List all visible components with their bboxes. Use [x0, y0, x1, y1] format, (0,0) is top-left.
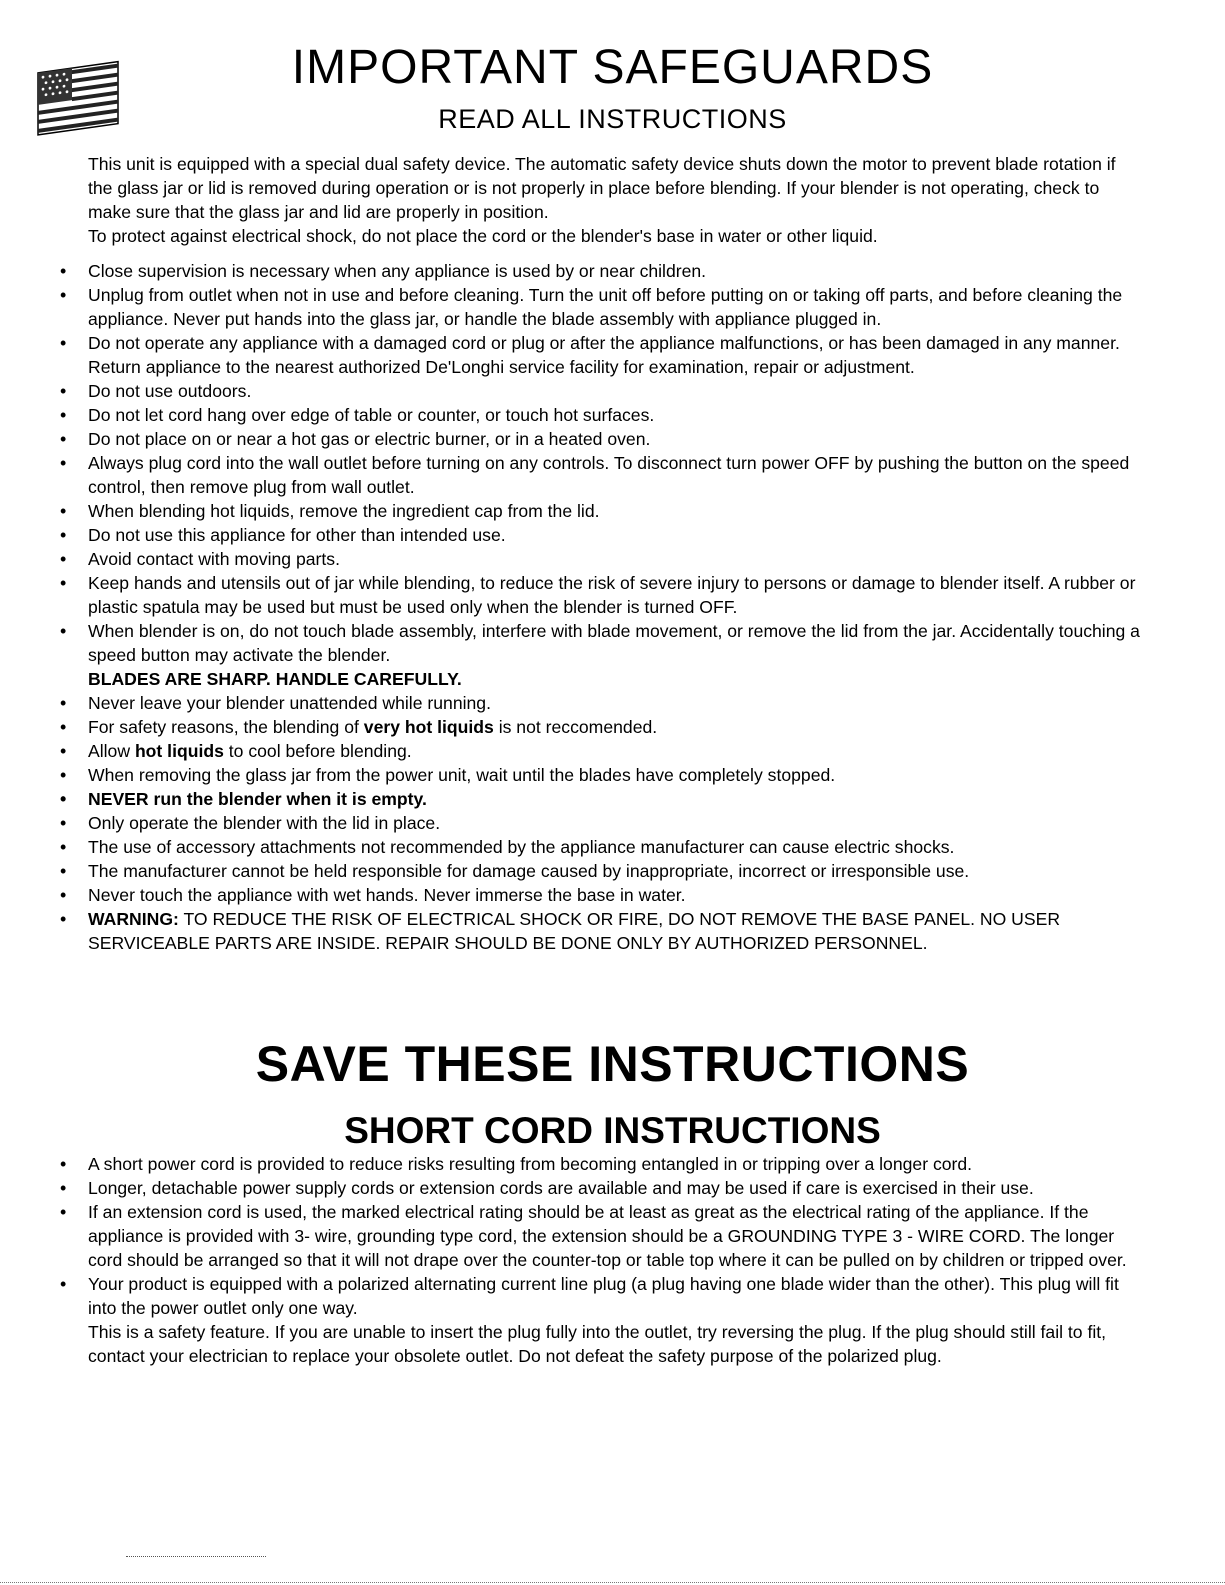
- list-item: • The manufacturer cannot be held responsible for damage caused by inappropriate, incorrect or irresponsible use.: [60, 859, 1140, 883]
- list-item: [60, 715, 1140, 739]
- list-item-text: Allow: [88, 741, 135, 761]
- list-item: • If an extension cord is used, the marked electrical rating should be at least as great as the electrical rating of the appliance. If the appliance is provided with 3- wire, grounding type cord, the extension should be a GROUNDING TYPE 3 - WIRE CORD. The longer cord should be arranged so that it will not drape over the counter-top or table top where it can be pulled on by children or tripped over.: [60, 1200, 1140, 1272]
- warning-text: TO REDUCE THE RISK OF ELECTRICAL SHOCK OR FIRE, DO NOT REMOVE THE BASE PANEL. NO USER SERVICEABLE PARTS ARE INSIDE. REPAIR SHOULD BE DONE ONLY BY AUTHORIZED PERSONNEL.: [88, 909, 1061, 953]
- list-item: • Do not use outdoors.: [60, 379, 1140, 403]
- page-subtitle: READ ALL INSTRUCTIONS: [438, 104, 787, 134]
- page-bottom-rule: [0, 1582, 1225, 1583]
- list-item-text: is not reccomended.: [493, 717, 658, 737]
- list-item: [60, 619, 1140, 691]
- list-item: • Do not use this appliance for other than intended use.: [60, 523, 1140, 547]
- list-item-text: For safety reasons, the blending of: [88, 717, 364, 737]
- page-title: IMPORTANT SAFEGUARDS: [291, 41, 934, 94]
- list-item: • NEVER run the blender when it is empty.: [60, 787, 1140, 811]
- safeguards-list: [60, 259, 1140, 955]
- list-item: • Close supervision is necessary when any appliance is used by or near children.: [60, 259, 1140, 283]
- list-item: • Do not let cord hang over edge of table or counter, or touch hot surfaces.: [60, 403, 1140, 427]
- list-item: • When blending hot liquids, remove the ingredient cap from the lid.: [60, 499, 1140, 523]
- list-item-text: to cool before blending.: [223, 741, 412, 761]
- list-item: • When removing the glass jar from the power unit, wait until the blades have completely stopped.: [60, 763, 1140, 787]
- list-item: • Avoid contact with moving parts.: [60, 547, 1140, 571]
- list-item: • Keep hands and utensils out of jar while blending, to reduce the risk of severe injury to persons or damage to blender itself. A rubber or plastic spatula may be used but must be used only when the blender is turned OFF.: [60, 571, 1140, 619]
- list-item: • Longer, detachable power supply cords or extension cords are available and may be used if care is exercised in their use.: [60, 1176, 1140, 1200]
- list-item: [60, 739, 1140, 763]
- list-item: • Always plug cord into the wall outlet before turning on any controls. To disconnect turn power OFF by pushing the button on the speed control, then remove plug from wall outlet.: [60, 451, 1140, 499]
- footer-rule: [126, 1556, 266, 1557]
- intro-paragraph: To protect against electrical shock, do not place the cord or the blender's base in water or other liquid.: [88, 226, 878, 246]
- list-item-text: When blender is on, do not touch blade assembly, interfere with blade movement, or remove the lid from the jar. Accidentally touching a speed button may activate the blender.: [88, 621, 1140, 665]
- warning-label: WARNING:: [88, 909, 179, 929]
- warning-item: [60, 907, 1140, 955]
- short-cord-heading: SHORT CORD INSTRUCTIONS: [344, 1110, 881, 1151]
- emphasis-text: very hot liquids: [363, 717, 494, 737]
- list-item: [60, 1272, 1140, 1368]
- list-item-text: This is a safety feature. If you are unable to insert the plug fully into the outlet, try reversing the plug. If the plug should still fail to fit, contact your electrician to replace your obsolete outlet. Do not defeat the safety purpose of the polarized plug.: [88, 1322, 1107, 1366]
- list-item: • Never touch the appliance with wet hands. Never immerse the base in water.: [60, 883, 1140, 907]
- list-item: • Do not place on or near a hot gas or electric burner, or in a heated oven.: [60, 427, 1140, 451]
- intro-paragraph: This unit is equipped with a special dual safety device. The automatic safety device shuts down the motor to prevent blade rotation if the glass jar or lid is removed during operation or is not properly in place before blending. If your blender is not operating, check to make sure that the glass jar and lid are properly in position.: [88, 154, 1116, 222]
- list-item: • Only operate the blender with the lid in place.: [60, 811, 1140, 835]
- list-item: • A short power cord is provided to reduce risks resulting from becoming entangled in or tripping over a longer cord.: [60, 1152, 1140, 1176]
- list-item: • Do not operate any appliance with a damaged cord or plug or after the appliance malfunctions, or has been damaged in any manner. Return appliance to the nearest authorized De'Longhi service facility for examination, repair or adjustment.: [60, 331, 1140, 379]
- short-cord-list: [60, 1152, 1140, 1368]
- list-item-text: • Your product is equipped with a polarized alternating current line plug (a plug having one blade wider than the other). This plug will fit into the power outlet only one way.: [88, 1274, 1119, 1318]
- blades-warning: BLADES ARE SHARP. HANDLE CAREFULLY.: [88, 669, 462, 689]
- list-item: • The use of accessory attachments not recommended by the appliance manufacturer can cause electric shocks.: [60, 835, 1140, 859]
- emphasis-text: hot liquids: [134, 741, 224, 761]
- save-instructions-heading: SAVE THESE INSTRUCTIONS: [255, 1036, 970, 1092]
- intro-section: [88, 152, 1140, 248]
- list-item: • Never leave your blender unattended while running.: [60, 691, 1140, 715]
- list-item: • Unplug from outlet when not in use and before cleaning. Turn the unit off before putting on or taking off parts, and before cleaning the appliance. Never put hands into the glass jar, or handle the blade assembly with appliance plugged in.: [60, 283, 1140, 331]
